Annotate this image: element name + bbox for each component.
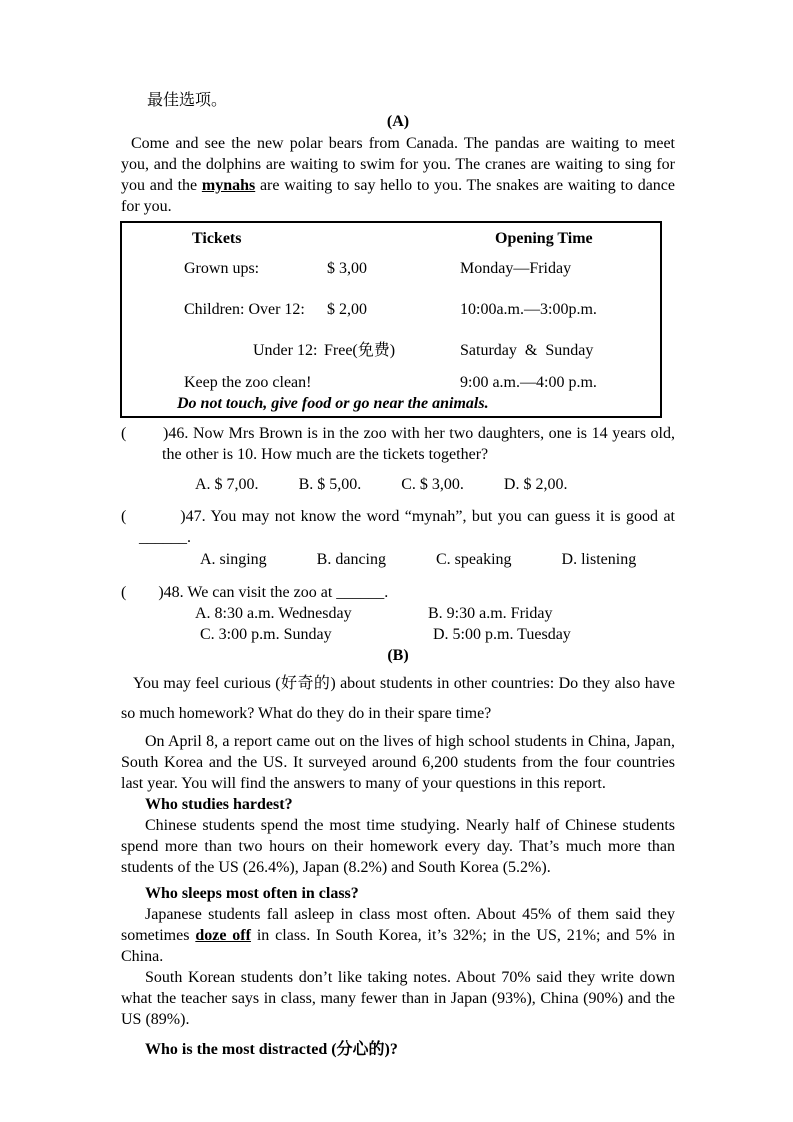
option-d: D. 5:00 p.m. Tuesday bbox=[433, 626, 571, 643]
table-row bbox=[122, 340, 660, 361]
option-d: D. listening bbox=[561, 551, 637, 568]
passage-b-keyword: doze off bbox=[195, 927, 251, 944]
question-48-text: We can visit the zoo at ______. bbox=[187, 584, 389, 601]
section-a-heading: (A) bbox=[386, 113, 410, 130]
option-c: C. 3:00 p.m. Sunday bbox=[200, 626, 332, 643]
question-48 bbox=[121, 582, 675, 603]
under-12-price: Free(免费) bbox=[324, 342, 396, 359]
question-46-text: Now Mrs Brown is in the zoo with her two daughters, one is 14 years old, the other is 10. How much are the tickets together? bbox=[162, 425, 676, 463]
children-label: Children: Over 12: bbox=[184, 301, 305, 318]
question-47 bbox=[121, 506, 675, 548]
option-a: A. 8:30 a.m. Wednesday bbox=[195, 605, 352, 622]
option-c: C. $ 3,00. bbox=[401, 476, 464, 493]
passage-a-text-1: Come and see the new polar bears from Canada. The pandas are waiting to meet you, and the dolphins are waiting to swim for you. The cranes are waiting to sing for you and the bbox=[121, 135, 675, 194]
passage-b-paragraph-5: South Korean students don’t like taking notes. About 70% said they write down what the teacher says in class, many fewer than in Japan (93%), China (90%) and the US (89%). bbox=[121, 969, 675, 1028]
option-b: B. 9:30 a.m. Friday bbox=[428, 605, 553, 622]
option-a: A. singing bbox=[200, 551, 267, 568]
passage-b-paragraph-2: On April 8, a report came out on the lives of high school students in China, Japan, South Korea and the US. It surveyed around 6,200 students from the four countries last year. You will find the answers to many of your questions in this report. bbox=[121, 733, 675, 792]
under-12-label: Under 12: bbox=[253, 342, 318, 359]
passage-b-paragraph-4 bbox=[121, 904, 675, 967]
answer-paren-48: ( )48. bbox=[121, 584, 188, 601]
grown-ups-price: $ 3,00 bbox=[327, 260, 367, 277]
option-d: D. $ 2,00. bbox=[503, 476, 568, 493]
question-47-text: You may not know the word “mynah”, but you can guess it is good at ______. bbox=[139, 508, 675, 546]
option-b: B. dancing bbox=[316, 551, 386, 568]
subheading-who-studies-hardest: Who studies hardest? bbox=[145, 796, 293, 813]
answer-paren-47: ( )47. bbox=[121, 508, 211, 525]
passage-a-text-2: are waiting to say hello to you. The snakes are waiting to dance for you. bbox=[121, 177, 676, 215]
weekend-label: Saturday & Sunday bbox=[460, 342, 594, 359]
passage-b4-text-2: in class. In South Korea, it’s 32%; in the US, 21%; and 5% in China. bbox=[121, 927, 676, 965]
zoo-warning-text: Do not touch, give food or go near the animals. bbox=[177, 395, 489, 412]
zoo-table-header-row bbox=[122, 228, 660, 249]
children-price: $ 2,00 bbox=[327, 301, 367, 318]
question-48-options-row-1 bbox=[195, 603, 675, 624]
grown-ups-label: Grown ups: bbox=[184, 260, 260, 277]
question-46 bbox=[121, 423, 675, 465]
intro-text: 最佳选项。 bbox=[147, 92, 228, 109]
option-b: B. $ 5,00. bbox=[298, 476, 362, 493]
question-47-options bbox=[200, 549, 675, 570]
option-c: C. speaking bbox=[436, 551, 512, 568]
table-row bbox=[122, 372, 660, 393]
subheading-who-is-most-distracted: Who is the most distracted (分心的)? bbox=[145, 1041, 398, 1058]
weekend-hours: 9:00 a.m.—4:00 p.m. bbox=[460, 374, 597, 391]
passage-b4-text-1: Japanese students fall asleep in class most often. About 45% of them said they sometimes bbox=[121, 906, 675, 944]
table-row bbox=[122, 299, 660, 320]
tickets-header: Tickets bbox=[192, 230, 242, 247]
passage-b-paragraph-3: Chinese students spend the most time studying. Nearly half of Chinese students spend more than two hours on their homework every day. That’s much more than students of the US (26.4%), Japan (8.2%) and South Korea (5.2%). bbox=[121, 817, 675, 876]
zoo-info-box bbox=[120, 221, 662, 418]
passage-b-paragraph-1: You may feel curious (好奇的) about students in other countries: Do they also have so much homework? What do they do in their spare time? bbox=[121, 675, 675, 722]
keep-clean-label: Keep the zoo clean! bbox=[184, 374, 312, 391]
question-46-options bbox=[195, 474, 675, 495]
subheading-who-sleeps-most: Who sleeps most often in class? bbox=[145, 885, 359, 902]
section-b-heading: (B) bbox=[387, 647, 409, 664]
option-a: A. $ 7,00. bbox=[195, 476, 259, 493]
passage-a-keyword: mynahs bbox=[201, 177, 256, 194]
question-48-options-row-2 bbox=[200, 624, 675, 645]
passage-a bbox=[121, 133, 675, 217]
table-row bbox=[122, 258, 660, 279]
answer-paren-46: ( )46. bbox=[121, 425, 193, 442]
opening-time-header: Opening Time bbox=[495, 230, 593, 247]
weekday-hours: 10:00a.m.—3:00p.m. bbox=[460, 301, 597, 318]
weekday-label: Monday—Friday bbox=[460, 260, 572, 277]
